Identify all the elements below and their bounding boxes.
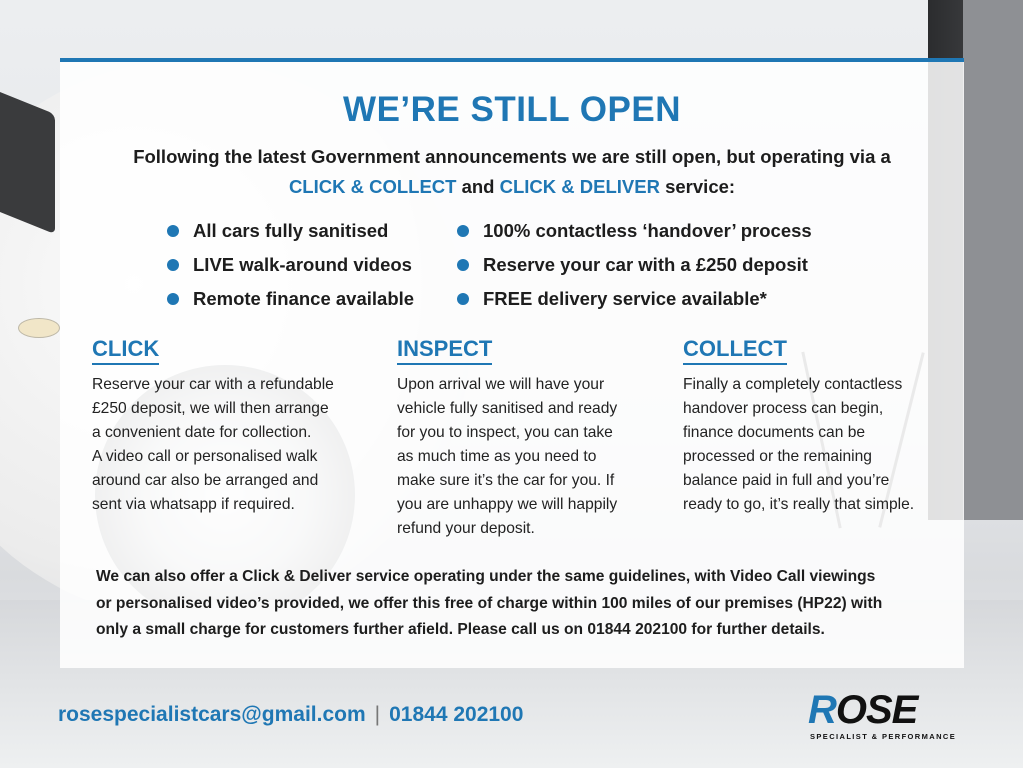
section-inspect	[397, 336, 667, 541]
body-line: A video call or personalised walk	[92, 448, 318, 465]
body-line: handover process can begin,	[683, 400, 884, 417]
intro-tail: service:	[659, 176, 736, 197]
logo-letters: OSE	[835, 688, 918, 732]
body-line: a convenient date for collection.	[92, 424, 312, 441]
section-collect	[683, 336, 953, 517]
section-body	[92, 373, 382, 517]
body-line: vehicle fully sanitised and ready	[397, 400, 618, 417]
phone-link[interactable]: 01844 202100	[389, 703, 524, 726]
body-line: as much time as you need to	[397, 448, 597, 465]
bullet-item	[165, 214, 414, 248]
bullet-label: All cars fully sanitised	[193, 220, 389, 241]
bullet-icon	[457, 293, 469, 305]
intro-line: Following the latest Government announcements we are still open, but operating via a	[133, 146, 891, 167]
contact-footer	[58, 703, 523, 727]
page-title: WE’RE STILL OPEN	[343, 90, 681, 129]
logo-tagline: SPECIALIST & PERFORMANCE	[810, 732, 957, 741]
bullet-item	[455, 282, 812, 316]
bullet-item	[165, 248, 414, 282]
body-line: you are unhappy we will happily	[397, 496, 618, 513]
body-line: sent via whatsapp if required.	[92, 496, 295, 513]
body-line: Reserve your car with a refundable	[92, 376, 334, 393]
bullet-icon	[167, 293, 179, 305]
body-line: processed or the remaining	[683, 448, 872, 465]
bullet-icon	[167, 259, 179, 271]
click-collect-highlight: CLICK & COLLECT	[288, 176, 457, 197]
section-body	[683, 373, 953, 517]
bullet-list-left	[165, 214, 414, 316]
closing-line: or personalised video’s provided, we offer this free of charge within 100 miles of our premises (HP22) with	[96, 594, 883, 612]
logo-wordmark	[808, 690, 917, 730]
body-line: Finally a completely contactless	[683, 376, 903, 393]
closing-line: only a small charge for customers further afield. Please call us on 01844 202100 for further details.	[96, 621, 825, 638]
section-click	[92, 336, 382, 517]
click-deliver-highlight: CLICK & DELIVER	[499, 176, 660, 197]
bullet-label: FREE delivery service available*	[483, 288, 767, 309]
email-link[interactable]: rosespecialistcars@gmail.com	[58, 703, 366, 726]
bullet-label: 100% contactless ‘handover’ process	[483, 220, 812, 241]
bullet-item	[455, 214, 812, 248]
body-line: around car also be arranged and	[92, 472, 319, 489]
bullet-icon	[457, 225, 469, 237]
info-card	[60, 58, 964, 668]
bullet-label: Reserve your car with a £250 deposit	[483, 254, 808, 275]
closing-text	[96, 564, 936, 644]
rose-logo	[808, 690, 964, 744]
body-line: finance documents can be	[683, 424, 866, 441]
garage-panel	[963, 0, 1023, 520]
body-line: £250 deposit, we will then arrange	[92, 400, 329, 417]
bullet-item	[455, 248, 812, 282]
car-side-lamp	[18, 318, 60, 338]
closing-line: We can also offer a Click & Deliver service operating under the same guidelines, with Video Call viewings	[96, 568, 876, 585]
bullet-label: LIVE walk-around videos	[193, 254, 412, 275]
section-body	[397, 373, 667, 541]
section-heading: CLICK	[92, 336, 159, 365]
section-heading: INSPECT	[397, 336, 492, 365]
body-line: Upon arrival we will have your	[397, 376, 605, 393]
body-line: make sure it’s the car for you. If	[397, 472, 615, 489]
bullet-item	[165, 282, 414, 316]
bullet-icon	[457, 259, 469, 271]
intro-text	[90, 142, 934, 202]
footer-separator: |	[374, 703, 381, 726]
body-line: for you to inspect, you can take	[397, 424, 613, 441]
intro-and: and	[456, 176, 500, 197]
bullet-icon	[167, 225, 179, 237]
bullet-label: Remote finance available	[193, 288, 415, 309]
body-line: balance paid in full and you’re	[683, 472, 890, 489]
body-line: ready to go, it’s really that simple.	[683, 496, 915, 513]
bullet-list-right	[455, 214, 812, 316]
body-line: refund your deposit.	[397, 520, 535, 537]
section-heading: COLLECT	[683, 336, 787, 365]
logo-letter-r: R	[808, 688, 836, 732]
